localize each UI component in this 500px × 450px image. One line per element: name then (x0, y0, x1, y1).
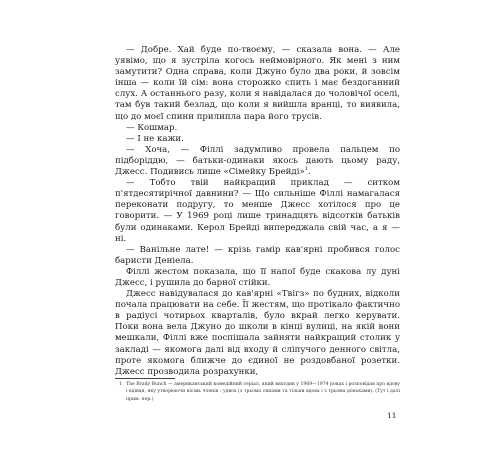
body-text (115, 45, 400, 378)
paragraph: — Тобто твій найкращий приклад — ситком п'ятдесятирічної давнини? — Що сильніше Філлі намагалася переконати подругу, то менше Джесс хотілося про це говорити. — У 1969 році лише тринадцять відсотків батьків були одинаками. Керол Брейді випереджала свій час, а я — ні. (115, 178, 400, 244)
paragraph: — Ванільне лате! — крізь гамір кав'ярні пробився голос баристи Деніела. (115, 244, 400, 266)
paragraph-text: — Хоча, — Філлі задумливо провела пальцем по підборіддю, — батьки-одинаки якось дають цьому раду, Джесс. Подивись лише «Сімейку Брейді» (115, 144, 400, 178)
footnote-divider (115, 378, 175, 379)
paragraph: — Добре. Хай буде по-твоєму, — сказала вона. — Але уявімо, що я зустріла когось неймовірного. Як мені з ним замутити? Одна справа, коли Джуно було два роки, й зовсім інша — коли їй сім: вона сторожко спить і має бездоганний слух. А останнього разу, коли я навідалася до чоловічої оселі, там був такий безлад, що коли я вийшла вранці, то виявила, що до моєї спини прилипла пара його трусів. (115, 45, 400, 122)
paragraph: — Кошмар. (126, 122, 178, 133)
paragraph: Джесс навідувалася до кав'ярні «Твігз» по будних, відколи почала працювати на себе. Її жестям, що протікало фактично в радіусі чотирьох кварталів, було вкрай легко керувати. Поки вона вела Джуно до школи в кінці вулиці, на якій вони мешкали, Філлі вже поспішала зайняти найкращий столик у закладі — якомога далі від входу й сліпучого денного світла, проте якомога ближче до єдиної не роздовбаної розетки. Джесс прозводила розрахунки, (115, 289, 400, 377)
footnote-mark: 1 (119, 382, 122, 387)
page-number: 11 (387, 411, 397, 420)
paragraph: — І не кажи. (126, 133, 184, 144)
paragraph: Філлі жестом показала, що її напої буде скакова лу дуні Джесс, і рушила до барної стійки. (115, 266, 400, 288)
paragraph: — Хоча, — Філлі задумливо провела пальцем по підборіддю, — батьки-одинаки якось дають цьому раду, Джесс. Подивись лише «Сімейку Брейді»$^1$. (115, 144, 400, 178)
footnote-reference[interactable]: 1 (304, 166, 308, 173)
footnote: The Brady Bunch — американський комедійний серіал, який виходив у 1969—1974 роках і розповідав про вдову і вдівця, яку утворюючи вісімь членів : удвох (з трьома синами та тільки вдова і з трьома доньками). (Тут і далі прим. пер.) (126, 382, 400, 402)
